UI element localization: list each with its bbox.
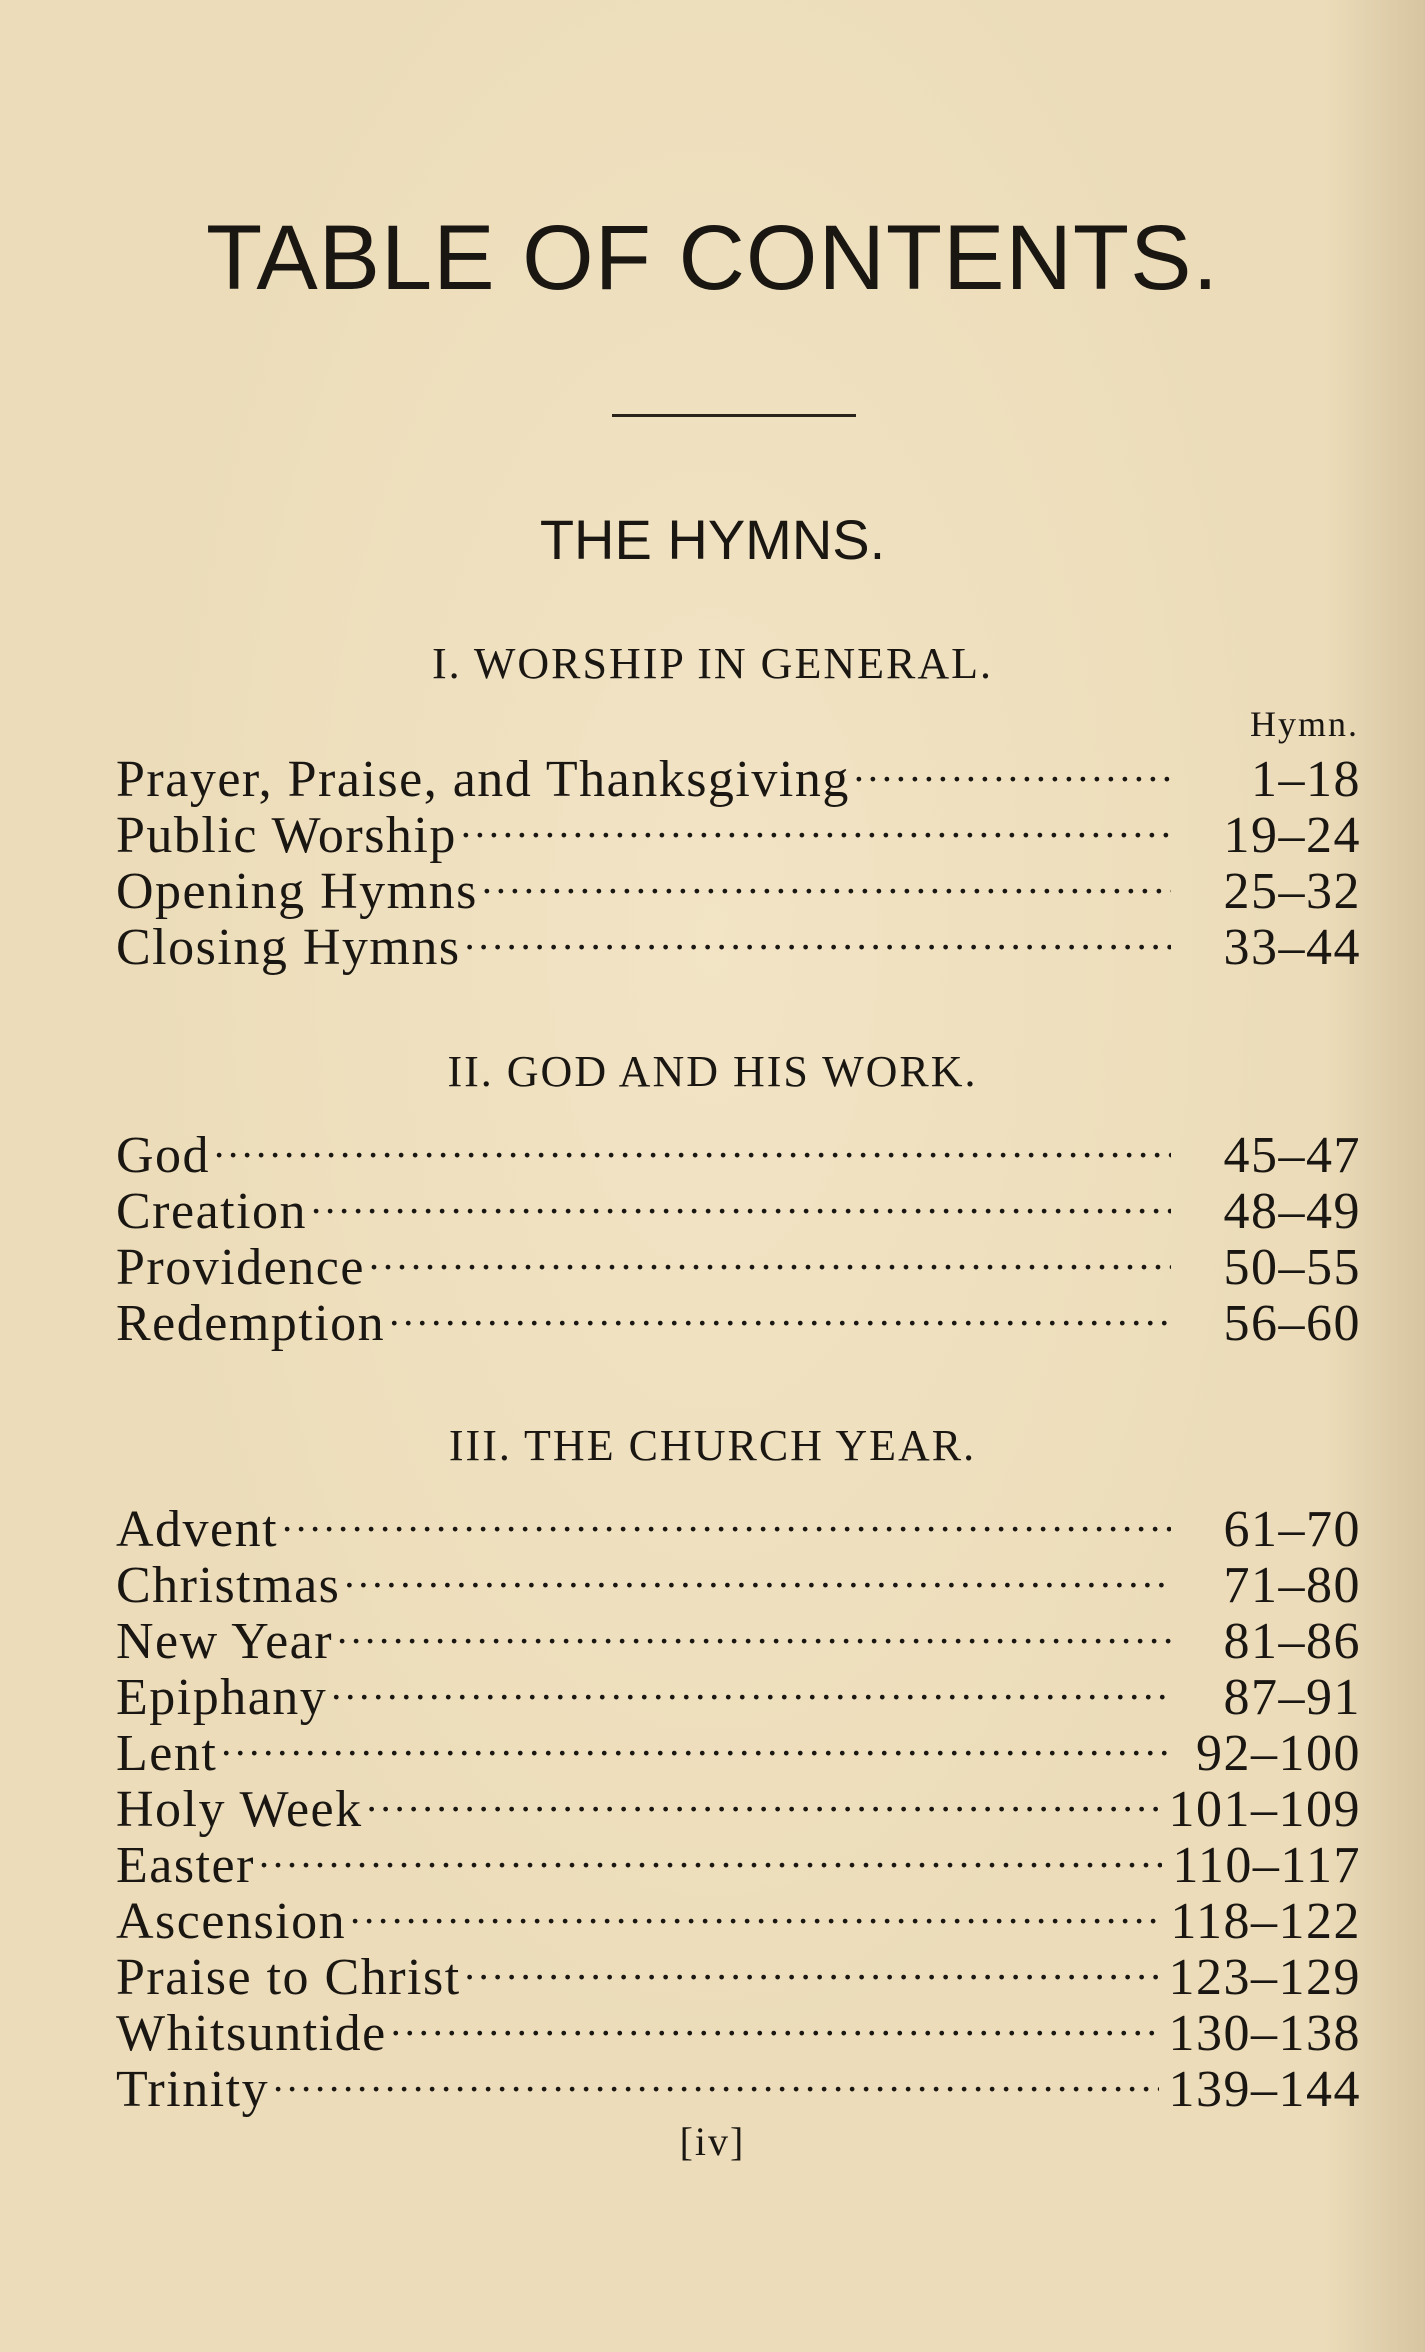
entry-pages: 81–86 [1223,1613,1361,1670]
entry-pages: 71–80 [1223,1557,1361,1614]
page-number: [iv] [679,2119,746,2164]
dot-leader [854,740,1171,796]
dot-leader [391,1994,1159,2050]
dot-leader [311,1172,1171,1228]
entry-label: God [116,1127,211,1184]
section-church-year-list [116,1490,1361,2118]
entry-pages: 1–18 [1251,751,1361,808]
dot-leader [367,1770,1159,1826]
dot-leader [214,1116,1171,1172]
hymn-column-label: Hymn. [1250,704,1359,744]
title-divider [612,414,856,417]
entry-pages: 48–49 [1223,1183,1361,1240]
page-title: TABLE OF CONTENTS. [205,207,1220,309]
entry-pages: 139–144 [1168,2061,1361,2118]
entry-label: Christmas [116,1557,341,1614]
entry-label: New Year [116,1613,334,1670]
dot-leader [259,1826,1162,1882]
section-heading-worship: I. WORSHIP IN GENERAL. [432,639,993,688]
entry-label: Lent [116,1725,218,1782]
entry-label: Prayer, Praise, and Thanksgiving [116,751,850,808]
dot-leader [482,852,1171,908]
entry-pages: 110–117 [1172,1837,1361,1894]
entry-label: Holy Week [116,1781,363,1838]
entry-pages: 118–122 [1170,1893,1361,1950]
entry-pages: 33–44 [1223,919,1361,976]
entry-label: Ascension [116,1893,347,1950]
entry-pages: 101–109 [1168,1781,1361,1838]
part-heading: THE HYMNS. [539,508,886,571]
dot-leader [461,796,1171,852]
entry-label: Whitsuntide [116,2005,387,2062]
dot-leader [221,1714,1171,1770]
entry-pages: 61–70 [1223,1501,1361,1558]
dot-leader [350,1882,1160,1938]
entry-label: Opening Hymns [116,863,478,920]
section-god-list [116,1116,1361,1352]
entry-label: Advent [116,1501,279,1558]
toc-entry [116,1116,1361,1184]
dot-leader [465,908,1171,964]
toc-entry [116,1714,1361,1782]
entry-pages: 92–100 [1196,1725,1361,1782]
dot-leader [344,1546,1171,1602]
toc-entry [116,740,1361,808]
entry-label: Praise to Christ [116,1949,461,2006]
dot-leader [282,1490,1171,1546]
entry-pages: 130–138 [1168,2005,1361,2062]
entry-pages: 56–60 [1223,1295,1361,1352]
entry-pages: 123–129 [1168,1949,1361,2006]
entry-label: Trinity [116,2061,270,2118]
toc-entry [116,1172,1361,1240]
toc-entry [116,1546,1361,1614]
entry-label: Public Worship [116,807,457,864]
entry-label: Easter [116,1837,255,1894]
dot-leader [389,1284,1171,1340]
entry-pages: 87–91 [1223,1669,1361,1726]
entry-pages: 19–24 [1223,807,1361,864]
entry-label: Closing Hymns [116,919,461,976]
entry-pages: 25–32 [1223,863,1361,920]
toc-entry [116,1770,1361,1838]
entry-label: Providence [116,1239,365,1296]
dot-leader [369,1228,1171,1284]
entry-pages: 45–47 [1223,1127,1361,1184]
dot-leader [465,1938,1159,1994]
toc-entry [116,1490,1361,1558]
dot-leader [337,1602,1171,1658]
entry-label: Creation [116,1183,308,1240]
section-heading-god: II. GOD AND HIS WORK. [447,1047,978,1096]
entry-label: Epiphany [116,1669,328,1726]
entry-pages: 50–55 [1223,1239,1361,1296]
section-heading-church-year: III. THE CHURCH YEAR. [448,1421,977,1470]
dot-leader [273,2050,1158,2106]
entry-label: Redemption [116,1295,386,1352]
section-worship-list [116,740,1361,976]
dot-leader [331,1658,1171,1714]
